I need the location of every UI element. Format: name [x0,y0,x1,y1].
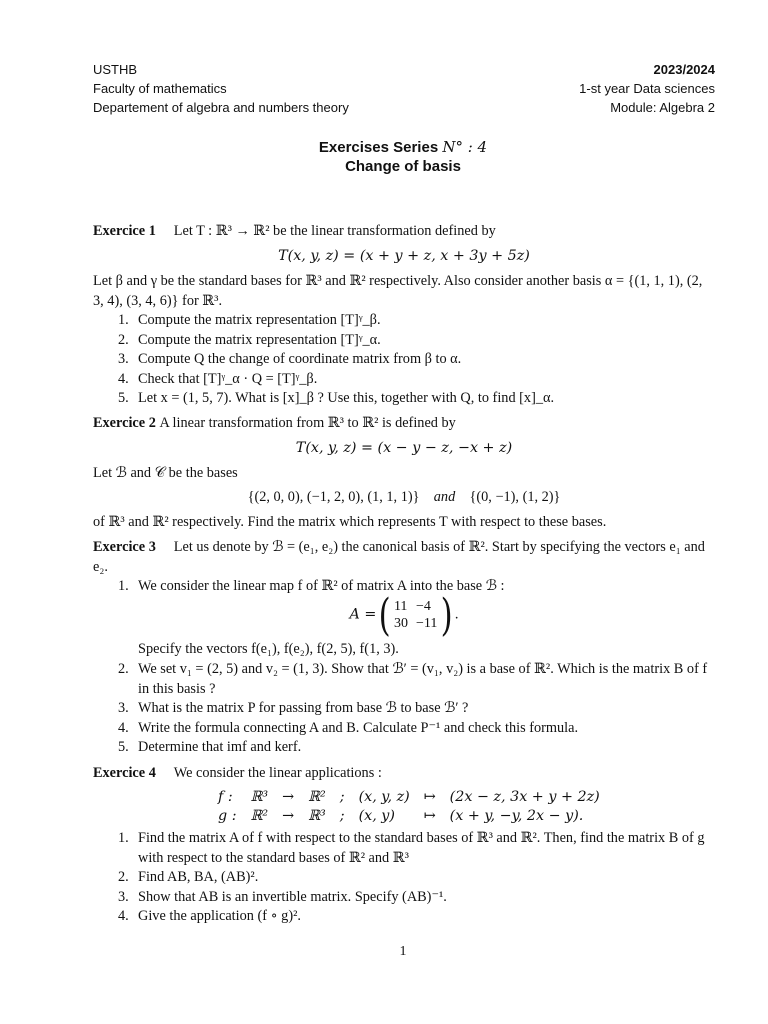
exercise-2-formula: T(x, y, z) = (x − y − z, −x + z) [295,440,513,456]
exercise-3-intro [93,538,715,577]
exercise-2-intro [93,414,715,434]
matrix-label: A = [349,606,377,623]
matrix-a: ( 11 −4 30 −11 ) [378,590,453,641]
list-item: 3. Compute Q the change of coordinate matrix from β to α. [118,351,462,367]
exercise-3-specify: Specify the vectors f(e₁), f(e₂), f(2, 5), f(1, 3). [138,641,399,657]
exercise-1-bases-text: Let β and γ be the standard bases for ℝ³ and ℝ² respectively. Also consider another basis α = {(1, 1, 1), (2, 3, 4), (3, 4, 6)} for ℝ³. [93,273,703,309]
page-number: 1 [399,944,407,959]
exercise-3-item-1 [118,577,715,597]
bases-r3: {(2, 0, 0), (−1, 2, 0), (1, 1, 1)} [247,489,420,505]
exercise-1-label: Exercice 1 [93,223,156,239]
list-item: 3. Show that AB is an invertible matrix. Specify (AB)⁻¹. [118,888,447,905]
list-item: 3. What is the matrix P for passing from base ℬ to base ℬ′ ? [118,700,469,716]
exercise-2-bases-set [93,488,715,508]
list-item: 1. We consider the linear map f of ℝ² of matrix A into the base ℬ : [118,578,505,594]
exercise-2-question: of ℝ³ and ℝ² respectively. Find the matrix which represents T with respect to these bases. [93,514,607,530]
exercise-4-intro-text: We consider the linear applications : [173,765,382,781]
list-item: 5. Let x = (1, 5, 7). What is [x]_β ? Use this, together with Q, to find [x]_α. [118,390,555,406]
bases-r2: {(0, −1), (1, 2)} [469,489,561,505]
matrix-cell: −4 [415,599,431,614]
exercise-2-bases-text: Let ℬ and 𝒞 be the bases [93,465,238,481]
university-name: USTHB [93,62,138,77]
page-title [0,138,768,176]
list-item: 4. Give the application (f ∘ g)². [118,908,301,924]
exercise-1-formula: T(x, y, z) = (x + y + z, x + 3y + 5z) [278,248,530,264]
list-item: 2. Compute the matrix representation [T]ᵞ_α. [118,331,381,348]
exercise-3-label: Exercice 3 [93,539,156,555]
title-topic: Change of basis [345,158,461,175]
and-word: and [433,489,456,505]
faculty-name: Faculty of mathematics [93,81,227,96]
header-right [579,60,715,117]
list-item: 1. Compute the matrix representation [T]ᵞ_β. [118,312,381,328]
department-name: Departement of algebra and numbers theory [93,100,349,115]
exercise-4-label: Exercice 4 [93,765,156,781]
exercise-3-list [118,660,715,758]
program-name: 1-st year Data sciences [579,81,715,96]
title-series: Exercises Series [318,139,439,156]
matrix-cell: 30 [393,616,408,631]
list-item: 1. Find the matrix A of f with respect to the standard bases of ℝ³ and ℝ². Then, find the matrix B of g with respect to the standard bases of ℝ² and ℝ³ [118,830,705,866]
map-f: f : ℝ³ → ℝ² ; (x, y, z) ↦ (2x − z, 3x + y + 2z) [218,789,600,805]
matrix-cell: −11 [415,616,438,631]
title-series-number: N° : 4 [442,138,488,156]
exercise-3-intro-text: Let us denote by ℬ = (e₁, e₂) the canonical basis of ℝ². Start by specifying the vectors e₁ and e₂. [93,539,705,575]
exercise-4-intro [93,764,715,784]
header-left [93,60,349,117]
matrix-cell: 11 [393,599,408,614]
exercise-3-matrix-line: A = ( 11 −4 30 −11 ) . [349,590,459,641]
list-item: 5. Determine that imf and kerf. [118,739,302,755]
exercise-2-intro-text: A linear transformation from ℝ³ to ℝ² is defined by [159,415,456,431]
list-item: 4. Write the formula connecting A and B. Calculate P⁻¹ and check this formula. [118,719,579,736]
list-item: 2. We set v₁ = (2, 5) and v₂ = (1, 3). Show that ℬ′ = (v₁, v₂) is a base of ℝ². Which is the matrix B of f in this basis ? [118,661,708,697]
exercise-2-label: Exercice 2 [93,415,156,431]
academic-year: 2023/2024 [653,62,715,77]
list-item: 2. Find AB, BA, (AB)². [118,869,259,885]
exercise-4-list [118,829,715,927]
map-g: g : ℝ² → ℝ³ ; (x, y) ↦ (x + y, −y, 2x − y). [218,808,584,824]
exercise-4-maps [210,787,608,827]
exercise-1-list [118,311,715,409]
module-name: Module: Algebra 2 [610,100,715,115]
list-item: 4. Check that [T]ᵞ_α · Q = [T]ᵞ_β. [118,370,318,387]
exercise-1-intro-text: Let T : ℝ³ → ℝ² be the linear transformation defined by [173,223,496,239]
exercise-1-intro [93,222,715,242]
